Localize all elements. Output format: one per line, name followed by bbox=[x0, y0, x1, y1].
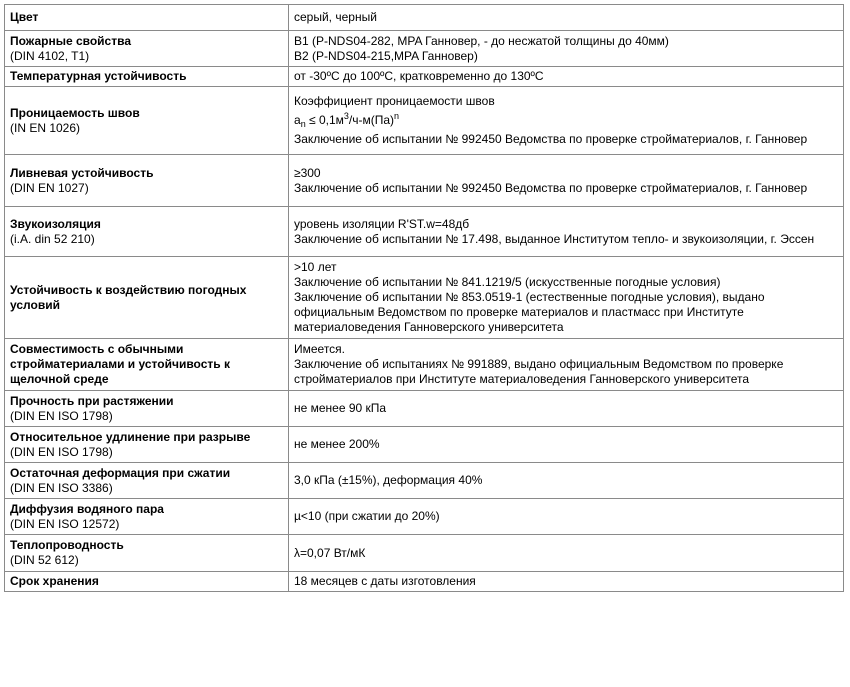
property-name: Относительное удлинение при разрыве bbox=[10, 429, 251, 444]
property-name: Совместимость с обычными стройматериалами и устойчивость к щелочной среде bbox=[10, 342, 230, 386]
table-row bbox=[5, 31, 844, 67]
formula-superscript: 3 bbox=[343, 111, 349, 121]
property-name: Проницаемость швов bbox=[10, 105, 140, 120]
value-text: B2 (P-NDS04-215,MPA Ганновер) bbox=[294, 48, 478, 63]
value-text: Заключение об испытании № 853.0519-1 (естественные погодные условия), выдано официальным Ведомством по проверке материалов и пластмасс при Институте материаловедения Ганноверского университета bbox=[294, 290, 765, 334]
table-row bbox=[5, 5, 844, 31]
property-cell bbox=[5, 391, 289, 427]
value-text: от -30ºC до 100ºC, кратковременно до 130ºC bbox=[294, 69, 544, 83]
value-text: µ<10 (при сжатии до 20%) bbox=[294, 509, 440, 523]
formula-symbol: a bbox=[294, 113, 301, 127]
property-name: Теплопроводность bbox=[10, 538, 124, 552]
value-cell bbox=[289, 67, 844, 87]
value-cell bbox=[289, 155, 844, 207]
value-text: B1 (P-NDS04-282, MPA Ганновер, - до несжатой толщины до 40мм) bbox=[294, 33, 669, 48]
formula-exponent: n bbox=[394, 111, 400, 121]
table-row bbox=[5, 207, 844, 257]
value-text: Заключение об испытании № 992450 Ведомства по проверке стройматериалов, г. Ганновер bbox=[294, 132, 808, 146]
value-cell bbox=[289, 257, 844, 339]
value-text: 18 месяцев с даты изготовления bbox=[294, 574, 476, 588]
value-text: 3,0 кПа (±15%), деформация 40% bbox=[294, 473, 483, 487]
value-text: Заключение об испытании № 841.1219/5 (искусственные погодные условия) bbox=[294, 275, 721, 289]
property-name: Остаточная деформация при сжатии bbox=[10, 465, 231, 480]
value-cell bbox=[289, 207, 844, 257]
value-text: >10 лет bbox=[294, 260, 337, 274]
value-text: Заключение об испытании № 992450 Ведомства по проверке стройматериалов, г. Ганновер bbox=[294, 180, 808, 195]
formula-subscript: n bbox=[300, 119, 306, 129]
value-cell bbox=[289, 535, 844, 572]
table-row bbox=[5, 463, 844, 499]
property-standard: (DIN EN ISO 1798) bbox=[10, 408, 113, 423]
value-cell bbox=[289, 87, 844, 155]
value-text: Заключение об испытании № 17.498, выданное Институтом тепло- и звукоизоляции, г. Эссен bbox=[294, 231, 815, 246]
table-row bbox=[5, 257, 844, 339]
formula-text: ≤ 0,1м bbox=[309, 113, 344, 127]
value-text: Заключение об испытаниях № 991889, выдано официальным Ведомством по проверке стройматериалов при Институте материаловедения Ганноверского университета bbox=[294, 357, 784, 386]
value-cell bbox=[289, 427, 844, 463]
property-standard: (i.A. din 52 210) bbox=[10, 231, 95, 246]
property-name: Температурная устойчивость bbox=[10, 69, 187, 83]
table-row bbox=[5, 87, 844, 155]
value-cell bbox=[289, 463, 844, 499]
property-cell bbox=[5, 572, 289, 592]
table-row bbox=[5, 499, 844, 535]
value-cell bbox=[289, 31, 844, 67]
property-cell bbox=[5, 207, 289, 257]
value-cell bbox=[289, 572, 844, 592]
property-standard: (DIN EN 1027) bbox=[10, 180, 89, 195]
property-cell bbox=[5, 499, 289, 535]
property-name: Звукоизоляция bbox=[10, 216, 101, 231]
property-cell bbox=[5, 67, 289, 87]
property-cell bbox=[5, 339, 289, 391]
value-text: серый, черный bbox=[294, 10, 377, 24]
property-standard: (DIN EN ISO 12572) bbox=[10, 516, 120, 531]
property-standard: (IN EN 1026) bbox=[10, 120, 81, 135]
value-cell bbox=[289, 339, 844, 391]
table-row bbox=[5, 572, 844, 592]
property-standard: (DIN 4102, T1) bbox=[10, 48, 90, 63]
value-text: Имеется. bbox=[294, 342, 346, 356]
value-cell bbox=[289, 499, 844, 535]
formula-text: /ч-м(Па) bbox=[348, 113, 395, 127]
property-cell bbox=[5, 535, 289, 572]
value-text: ≥300 bbox=[294, 165, 321, 180]
property-standard: (DIN EN ISO 1798) bbox=[10, 444, 113, 459]
value-text: Коэффициент проницаемости швов bbox=[294, 94, 495, 108]
property-name: Цвет bbox=[10, 10, 39, 24]
value-cell bbox=[289, 391, 844, 427]
table-row bbox=[5, 67, 844, 87]
property-name: Устойчивость к воздействию погодных условий bbox=[10, 282, 247, 312]
property-name: Ливневая устойчивость bbox=[10, 165, 154, 180]
property-cell bbox=[5, 463, 289, 499]
property-cell bbox=[5, 427, 289, 463]
value-cell bbox=[289, 5, 844, 31]
property-cell bbox=[5, 31, 289, 67]
property-cell bbox=[5, 5, 289, 31]
property-name: Диффузия водяного пара bbox=[10, 501, 164, 516]
property-cell bbox=[5, 155, 289, 207]
permeability-formula bbox=[294, 109, 837, 132]
property-name: Срок хранения bbox=[10, 574, 99, 588]
value-text: λ=0,07 Вт/мК bbox=[294, 545, 366, 560]
specifications-table bbox=[4, 4, 844, 592]
property-standard: (DIN EN ISO 3386) bbox=[10, 480, 113, 495]
table-row bbox=[5, 339, 844, 391]
value-text: не менее 90 кПа bbox=[294, 401, 387, 415]
property-cell bbox=[5, 87, 289, 155]
property-cell bbox=[5, 257, 289, 339]
value-text: не менее 200% bbox=[294, 437, 380, 451]
table-row bbox=[5, 427, 844, 463]
table-row bbox=[5, 391, 844, 427]
value-text: уровень изоляции R'ST.w=48дб bbox=[294, 216, 470, 231]
property-standard: (DIN 52 612) bbox=[10, 553, 79, 567]
table-row bbox=[5, 535, 844, 572]
table-row bbox=[5, 155, 844, 207]
property-name: Прочность при растяжении bbox=[10, 393, 174, 408]
property-name: Пожарные свойства bbox=[10, 33, 132, 48]
